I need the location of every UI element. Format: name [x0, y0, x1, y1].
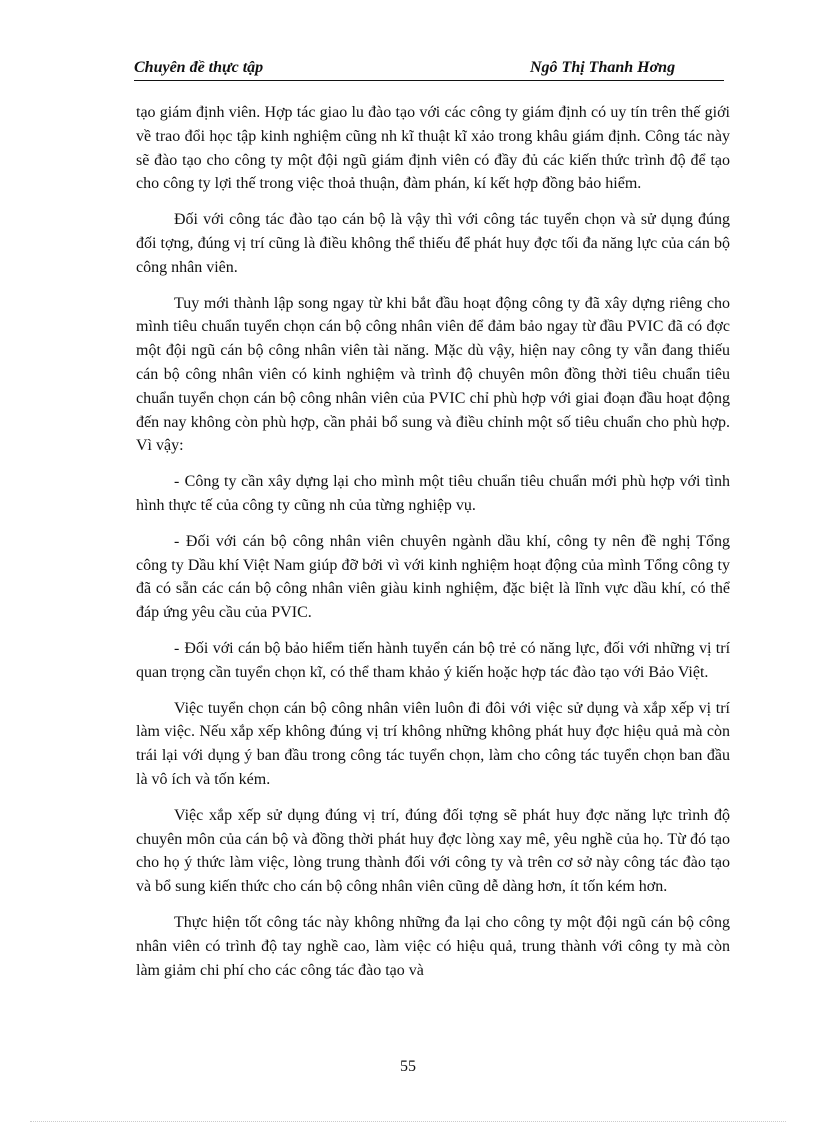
bullet-marker: -: [174, 473, 180, 491]
page-number: 55: [400, 1058, 416, 1075]
bullet-marker: -: [174, 639, 180, 657]
bullet-text: Đối với cán bộ công nhân viên chuyên ngành dầu khí, công ty nên đề nghị Tổng công ty Dầu khí Việt Nam giúp đỡ bởi vì với kinh nghiệm hoạt động của mình Tổng công ty đã có sẵn các cán bộ công nhân viên giàu kinh nghiệm, đặc biệt là lĩnh vực dầu khí, có thể đáp ứng yêu cầu của PVIC.: [136, 532, 731, 622]
bullet-text: Đối với cán bộ bảo hiểm tiến hành tuyển cán bộ trẻ có năng lực, đối với những vị trí quan trọng cần tuyển chọn kĩ, có thể tham khảo ý kiến hoặc hợp tác đào tạo với Bảo Việt.: [136, 639, 731, 681]
paragraph: Thực hiện tốt công tác này không những đa lại cho công ty một đội ngũ cán bộ công nhân viên có trình độ tay nghề cao, làm việc có hiệu quả, trung thành với công ty mà còn làm giảm chi phí cho các công tác đào tạo và: [136, 913, 730, 979]
bullet-paragraph: [136, 470, 730, 518]
bullet-paragraph: [136, 637, 730, 685]
paragraph: Tuy mới thành lập song ngay từ khi bắt đầu hoạt động công ty đã xây dựng riêng cho mình tiêu chuẩn tuyển chọn cán bộ công nhân viên để đảm bảo ngay từ đầu PVIC đã có đợc một đội ngũ cán bộ công nhân viên tài năng. Mặc dù vậy, hiện nay công ty vẫn đang thiếu cán bộ công nhân viên có kinh nghiệm và trình độ chuyên môn đồng thời tiêu chuẩn tiêu chuẩn tuyển chọn cán bộ công nhân viên của PVIC chỉ phù hợp với giai đoạn đầu hoạt động đến nay không còn phù hợp, cần phải bổ sung và điều chỉnh một số tiêu chuẩn cho phù hợp. Vì vậy:: [136, 294, 730, 455]
paragraph: tạo giám định viên. Hợp tác giao lu đào tạo với các công ty giám định có uy tín trên thế giới về trao đổi học tập kinh nghiệm cũng nh kĩ thuật kĩ xảo trong khâu giám định. Công tác này sẽ đào tạo cho công ty một đội ngũ giám định viên có đầy đủ các kiến thức trình độ để tạo cho công ty lợi thế trong việc thoả thuận, đàm phán, kí kết hợp đồng bảo hiểm.: [136, 104, 730, 193]
paragraph: Đối với công tác đào tạo cán bộ là vậy thì với công tác tuyển chọn và sử dụng đúng đối tợng, đúng vị trí cũng là điều không thể thiếu để phát huy đợc tối đa năng lực của cán bộ công nhân viên.: [136, 211, 730, 276]
paragraph: Việc tuyển chọn cán bộ công nhân viên luôn đi đôi với việc sử dụng và xắp xếp vị trí làm việc. Nếu xắp xếp không đúng vị trí không những không phát huy đợc hiệu quả mà còn trái lại với dụng ý ban đầu trong công tác tuyển chọn, làm cho công tác tuyển chọn ban đầu là vô ích và tốn kém.: [136, 699, 730, 788]
paragraph: Việc xắp xếp sử dụng đúng vị trí, đúng đối tợng sẽ phát huy đợc năng lực trình độ chuyên môn của cán bộ và đồng thời phát huy đợc lòng xay mê, yêu nghề của họ. Từ đó tạo cho họ ý thức làm việc, lòng trung thành đối với công ty và trên cơ sở này công tác đào tạo và bổ sung kiến thức cho cán bộ công nhân viên cũng dễ dàng hơn, ít tốn kém hơn.: [136, 806, 730, 896]
body-text: [136, 101, 730, 994]
bullet-paragraph: [136, 530, 730, 625]
bullet-text: Công ty cần xây dựng lại cho mình một tiêu chuẩn tiêu chuẩn mới phù hợp với tình hình thực tế của công ty cũng nh của từng nghiệp vụ.: [136, 473, 731, 514]
header-author: Ngô Thị Thanh Hơng: [530, 59, 676, 76]
header-document-type: Chuyên đề thực tập: [134, 59, 264, 76]
page-header: [134, 58, 724, 81]
footer-divider: [30, 1121, 786, 1122]
bullet-marker: -: [174, 532, 180, 550]
